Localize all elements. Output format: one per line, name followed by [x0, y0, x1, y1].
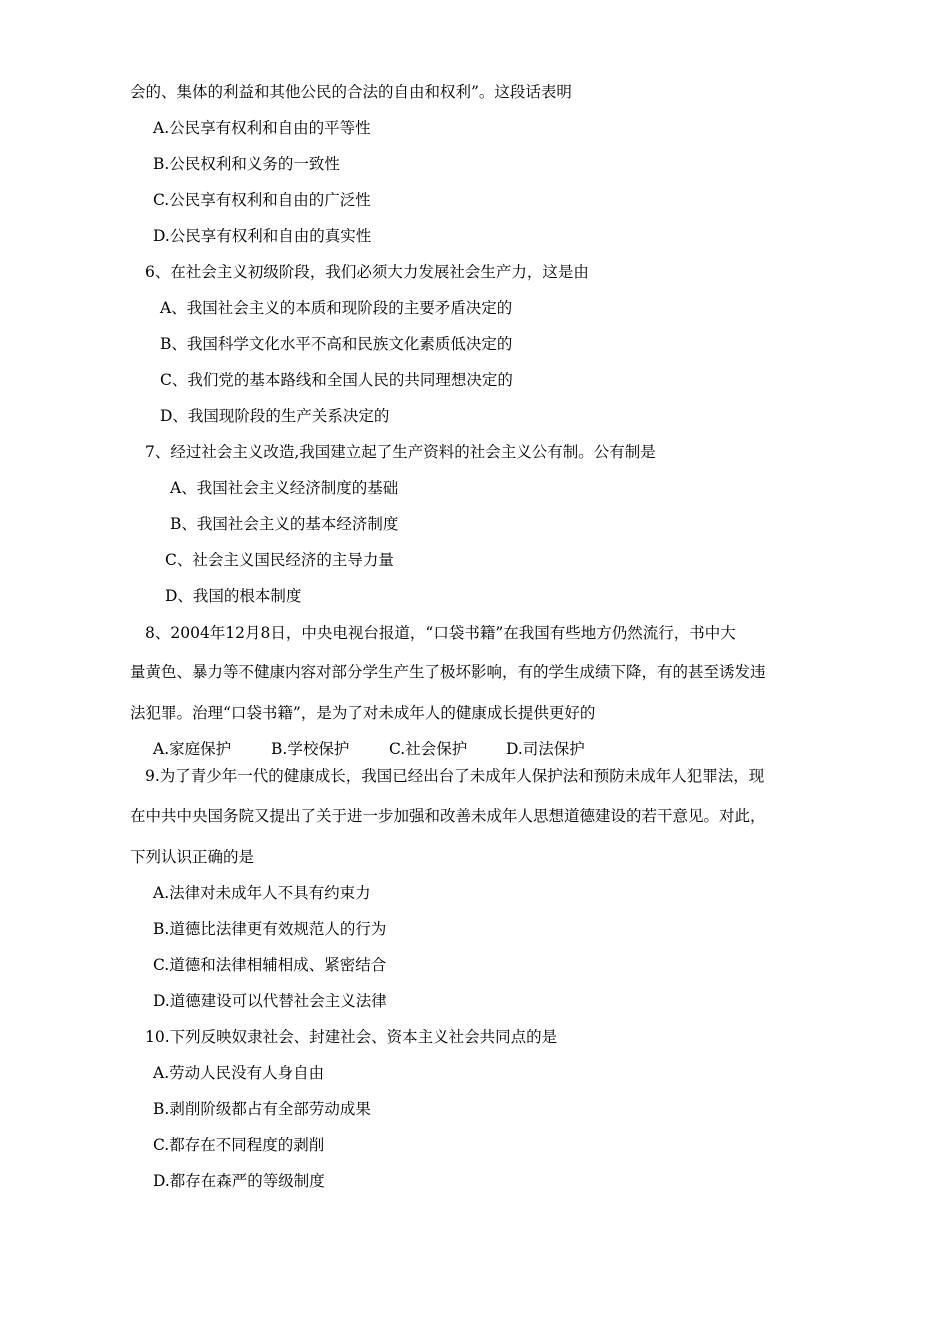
question-9-option-b: B.道德比法律更有效规范人的行为 — [153, 920, 387, 938]
question-8-option-c: C.社会保护 — [389, 740, 468, 758]
question-7-option-a: A、我国社会主义经济制度的基础 — [170, 479, 399, 497]
question-6-option-c: C、我们党的基本路线和全国人民的共同理想决定的 — [160, 371, 513, 389]
question-7-stem: 7、经过社会主义改造,我国建立起了生产资料的社会主义公有制。公有制是 — [145, 443, 656, 461]
question-7-option-d: D、我国的根本制度 — [165, 587, 302, 605]
question-9-option-d: D.道德建设可以代替社会主义法律 — [153, 992, 387, 1010]
question-7-option-b: B、我国社会主义的基本经济制度 — [170, 515, 399, 533]
question-8-stem-line-3: 法犯罪。治理“口袋书籍”，是为了对未成年人的健康成长提供更好的 — [130, 704, 596, 722]
question-6-option-b: B、我国科学文化水平不高和民族文化素质低决定的 — [160, 335, 513, 353]
question-8-option-d: D.司法保护 — [506, 740, 585, 758]
question-10-option-c: C.都存在不同程度的剥削 — [153, 1136, 325, 1154]
question-8-option-b: B.学校保护 — [271, 740, 350, 758]
question-5-option-b: B.公民权利和义务的一致性 — [153, 155, 340, 173]
question-9-stem-line-3: 下列认识正确的是 — [130, 848, 255, 866]
question-9-stem-line-1: 9.为了青少年一代的健康成长，我国已经出台了未成年人保护法和预防未成年人犯罪法，现 — [145, 767, 765, 785]
question-10-option-b: B.剥削阶级都占有全部劳动成果 — [153, 1100, 371, 1118]
question-5-option-d: D.公民享有权利和自由的真实性 — [153, 227, 372, 245]
question-6-option-d: D、我国现阶段的生产关系决定的 — [160, 407, 390, 425]
question-9-option-a: A.法律对未成年人不具有约束力 — [153, 884, 371, 902]
question-10-option-a: A.劳动人民没有人身自由 — [153, 1064, 325, 1082]
question-9-stem-line-2: 在中共中央国务院又提出了关于进一步加强和改善未成年人思想道德建设的若干意见。对此， — [130, 807, 766, 825]
question-8-options-row — [153, 739, 585, 759]
question-6-option-a: A、我国社会主义的本质和现阶段的主要矛盾决定的 — [160, 299, 513, 317]
question-5-option-a: A.公民享有权利和自由的平等性 — [153, 119, 371, 137]
question-5-stem-tail: 会的、集体的利益和其他公民的合法的自由和权利”。这段话表明 — [130, 83, 572, 101]
question-8-option-a: A.家庭保护 — [153, 740, 232, 758]
question-10-stem: 10.下列反映奴隶社会、封建社会、资本主义社会共同点的是 — [145, 1028, 558, 1046]
question-6-stem: 6、在社会主义初级阶段，我们必须大力发展社会生产力，这是由 — [145, 263, 589, 281]
question-10-option-d: D.都存在森严的等级制度 — [153, 1172, 325, 1190]
question-7-option-c: C、社会主义国民经济的主导力量 — [165, 551, 394, 569]
question-5-option-c: C.公民享有权利和自由的广泛性 — [153, 191, 371, 209]
question-9-option-c: C.道德和法律相辅相成、紧密结合 — [153, 956, 387, 974]
question-8-stem-line-1: 8、2004年12月8日，中央电视台报道，“口袋书籍”在我国有些地方仍然流行，书中大 — [145, 624, 736, 642]
question-8-stem-line-2: 量黄色、暴力等不健康内容对部分学生产生了极坏影响，有的学生成绩下降，有的甚至诱发违 — [130, 663, 766, 681]
